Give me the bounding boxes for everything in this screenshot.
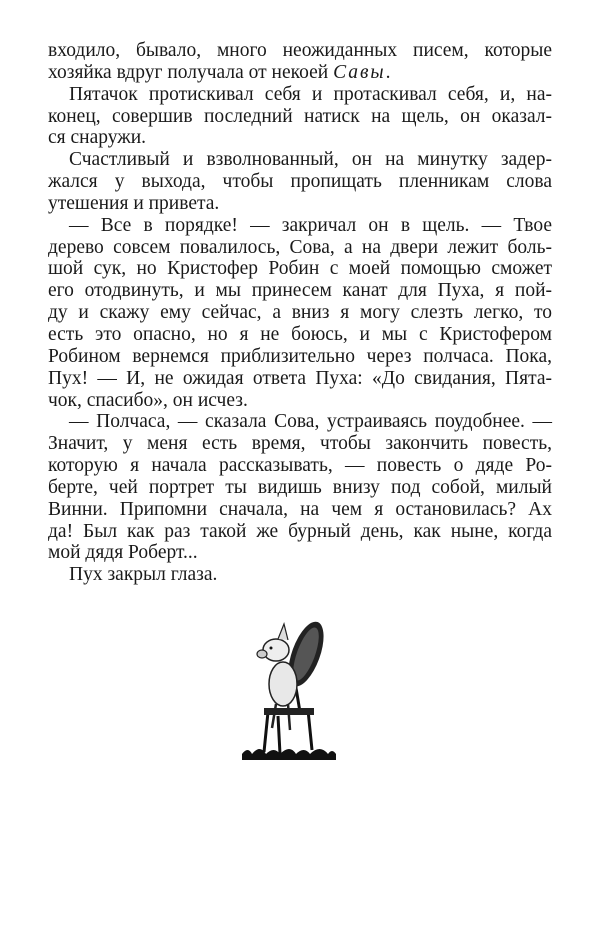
text-line-content: берте, чей портрет ты видишь внизу под собой, милый xyxy=(48,476,552,498)
text-line xyxy=(48,193,552,215)
text-line xyxy=(48,106,552,128)
text-line-content: ду и скажу ему сейчас, а вниз я могу слезть легко, то xyxy=(48,302,552,324)
text-line-content: утешения и привета. xyxy=(48,192,220,214)
text-line xyxy=(48,368,552,390)
punctuation: . xyxy=(385,61,391,83)
text-line xyxy=(48,62,552,84)
text-line xyxy=(48,521,552,543)
text-line xyxy=(48,84,552,106)
text-line xyxy=(48,411,552,433)
text-line xyxy=(48,237,552,259)
text-line-content: Пятачок протискивал себя и протаскивал себя, и, на- xyxy=(69,83,552,105)
text-line-content: есть это опасно, но я не боюсь, и мы с Кристофером xyxy=(48,323,552,345)
text-line-content: шой сук, но Кристофер Робин с моей помощью сможет xyxy=(48,258,552,280)
text-line-content: Счастливый и взволнованный, он на минутку задер- xyxy=(69,149,552,171)
text-line-content: — Полчаса, — сказала Сова, устраиваясь поудобнее. — xyxy=(69,411,552,433)
text-line-content: чок, спасибо», он исчез. xyxy=(48,389,248,411)
text-line-content: Робином вернемся приблизительно через полчаса. Пока, xyxy=(48,345,552,367)
text-line-content: Значит, у меня есть время, чтобы закончить повесть, xyxy=(48,433,552,455)
text-line-content: ся снаружи. xyxy=(48,127,147,149)
text-line-content: дерево совсем повалилось, Сова, а на двери лежит боль- xyxy=(48,236,552,258)
text-line-content: жался у выхода, чтобы пропищать пленникам слова xyxy=(48,171,552,193)
text-line-content: да! Был как раз такой же бурный день, как ныне, когда xyxy=(48,520,552,542)
text-line xyxy=(48,149,552,171)
piglet-on-chair-illustration xyxy=(238,612,338,762)
text-line xyxy=(48,258,552,280)
text-line xyxy=(48,171,552,193)
text-line xyxy=(48,215,552,237)
text-line-content: мой дядя Роберт... xyxy=(48,542,198,564)
text-line-content: его отодвинуть, и мы принесем канат для Пуха, я пой- xyxy=(48,280,552,302)
text-line xyxy=(48,302,552,324)
text-line xyxy=(48,499,552,521)
italic-name: Савы xyxy=(333,61,386,83)
text-line-content: конец, совершив последний натиск на щель, он оказал- xyxy=(48,105,552,127)
text-line-content: входило, бывало, много неожиданных писем, которые xyxy=(48,40,552,61)
text-line xyxy=(48,280,552,302)
text-line-content: — Все в порядке! — закричал он в щель. — Твое xyxy=(69,214,552,236)
text-line-content: Пух закрыл глаза. xyxy=(69,564,218,586)
text-line xyxy=(48,324,552,346)
text-line xyxy=(48,40,552,62)
text-line-content: Винни. Припомни сначала, на чем я остановилась? Ах xyxy=(48,498,552,520)
text-line xyxy=(48,127,552,149)
text-line xyxy=(48,564,552,586)
text-line xyxy=(48,433,552,455)
text-line xyxy=(48,542,552,564)
text-line xyxy=(48,477,552,499)
text-line-content: которую я начала рассказывать, — повесть о дяде Ро- xyxy=(48,455,552,477)
text-line xyxy=(48,346,552,368)
text-line-content: Пух! — И, не ожидая ответа Пуха: «До свидания, Пята- xyxy=(48,367,552,389)
text-line-content: хозяйка вдруг получала от некоей xyxy=(48,61,334,83)
text-line xyxy=(48,390,552,412)
text-line xyxy=(48,455,552,477)
book-page-text xyxy=(48,40,552,586)
